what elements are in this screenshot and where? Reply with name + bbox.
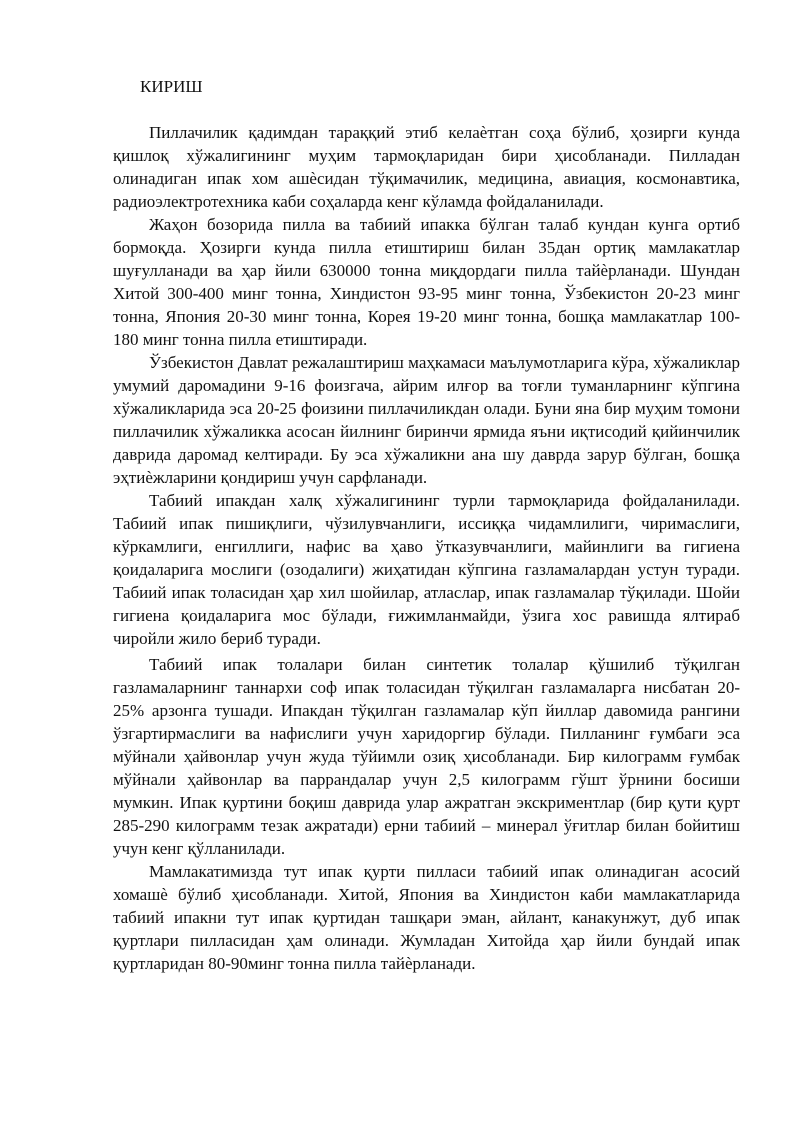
paragraph-1: Пиллачилик қадимдан тараққий этиб келаѐтган соҳа бўлиб, ҳозирги кунда қишлоқ хўжалигининг муҳим тармоқларидан бири ҳисобланади. Пилладан олинадиган ипак хом ашѐсидан тўқимачилик, медицина, авиация, космонавтика, радиоэлектротехника каби соҳаларда кенг кўламда фойдаланилади. (113, 123, 740, 211)
paragraph-3: Ўзбекистон Давлат режалаштириш маҳкамаси маълумотларига кўра, хўжаликлар умумий даромадини 9-16 фоизгача, айрим илғор ва тоғли туманларнинг кўпгина хўжаликларида эса 20-25 фоизини пиллачиликдан олади. Буни яна бир муҳим томони пиллачилик хўжаликка асосан йилнинг биринчи ярмида яъни иқтисодий қийинчилик даврида даромад келтиради. Бу эса хўжаликни ана шу даврда зарур бўлган, бошқа эҳтиѐжларини қондириш учун сарфланади. (113, 353, 740, 487)
paragraph-2: Жаҳон бозорида пилла ва табиий ипакка бўлган талаб кундан кунга ортиб бормоқда. Ҳозирги кунда пилла етиштириш билан 35дан ортиқ мамлакатлар шуғулланади ва ҳар йили 630000 тонна миқдордаги пилла тайѐрланади. Шундан Хитой 300-400 минг тонна, Хиндистон 93-95 минг тонна, Ўзбекистон 20-23 минг тонна, Япония 20-30 минг тонна, Корея 19-20 минг тонна, бошқа мамлакатлар 100-180 минг тонна пилла етиштиради. (113, 215, 740, 349)
body-text (113, 121, 740, 975)
paragraph-6: Мамлакатимизда тут ипак қурти пилласи табиий ипак олинадиган асосий хомашѐ бўлиб ҳисобланади. Хитой, Япония ва Хиндистон каби мамлакатларида табиий ипакни тут ипак қуртидан ташқари эман, айлант, канакунжут, дуб ипак қуртлари пилласидан ҳам олинади. Жумладан Хитойда ҳар йили бундай ипак қуртларидан 80-90минг тонна пилла тайѐрланади. (113, 862, 740, 973)
paragraph-4: Табиий ипакдан халқ хўжалигининг турли тармоқларида фойдаланилади. Табиий ипак пишиқлиги, чўзилувчанлиги, иссиққа чидамлилиги, чиримаслиги, кўркамлиги, енгиллиги, нафис ва ҳаво ўтказувчанлиги, майинлиги ва гигиена қоидаларига мослиги (озодалиги) жиҳатидан кўпгина газламалардан устун туради. Табиий ипак толасидан ҳар хил шойилар, атласлар, ипак газламалар тўқилади. Шойи гигиена қоидаларига мос бўлади, ғижимланмайди, ўзига хос равишда ялтираб чиройли жило бериб туради. (113, 491, 740, 648)
paragraph-5: Табиий ипак толалари билан синтетик толалар қўшилиб тўқилган газламаларнинг таннархи соф ипак толасидан тўқилган газламаларга нисбатан 20-25% арзонга тушади. Ипакдан тўқилган газламалар кўп йиллар давомида рангини ўзгартирмаслиги ва нафислиги учун харидоргир бўлади. Пилланинг ғумбаги эса мўйнали ҳайвонлар учун жуда тўйимли озиқ ҳисобланади. Бир килограмм ғумбак мўйнали ҳайвонлар ва паррандалар учун 2,5 килограмм гўшт ўрнини босиши мумкин. Ипак қуртини боқиш даврида улар ажратган экскриментлар (бир қути қурт 285-290 килограмм тезак ажратади) ерни табиий – минерал ўғитлар билан бойитиш учун кенг қўлланилади. (113, 655, 740, 858)
section-heading: КИРИШ (140, 77, 203, 96)
